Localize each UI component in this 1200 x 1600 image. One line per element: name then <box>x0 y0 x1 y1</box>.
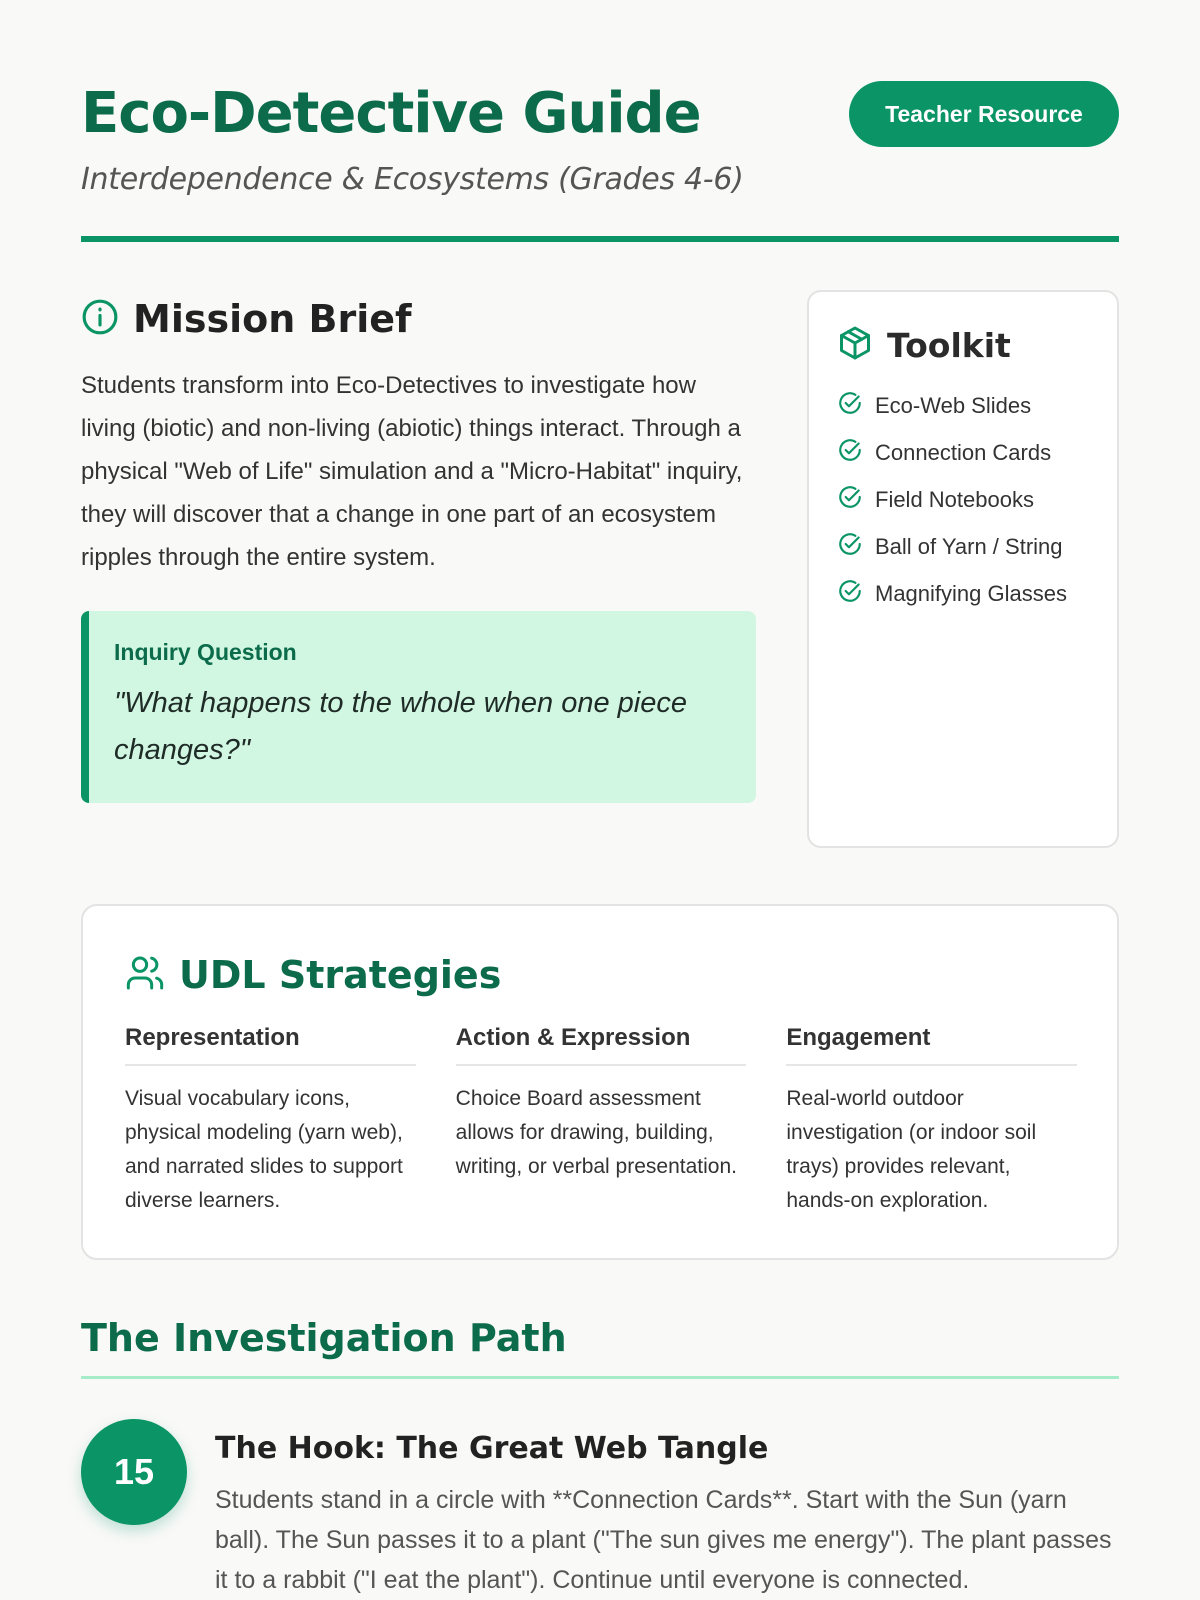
udl-heading-row <box>125 950 1077 1000</box>
page-title: Eco-Detective Guide <box>81 81 701 146</box>
udl-column-title: Action & Expression <box>456 1024 747 1066</box>
check-circle-icon <box>837 578 863 610</box>
toolkit-item-label: Eco-Web Slides <box>875 392 1032 418</box>
udl-column-title: Representation <box>125 1024 416 1066</box>
toolkit-item-label: Field Notebooks <box>875 486 1034 512</box>
toolkit-heading: Toolkit <box>887 325 1011 365</box>
udl-column-text: Visual vocabulary icons, physical modeling (yarn web), and narrated slides to support diverse learners. <box>125 1087 403 1212</box>
mission-body: Students transform into Eco-Detectives to investigate how living (biotic) and non-living (abiotic) things interact. Through a physical "Web of Life" simulation and a "Micro-Habitat" inquiry, they will discover that a change in one part of an ecosystem ripples through the entire system. <box>81 372 743 571</box>
investigation-path-heading: The Investigation Path <box>81 1316 1119 1379</box>
mission-heading-row <box>81 294 756 344</box>
toolkit-item-label: Ball of Yarn / String <box>875 533 1063 559</box>
inquiry-question: "What happens to the whole when one piece changes?" <box>114 687 687 766</box>
path-step <box>81 1419 1119 1600</box>
users-icon <box>125 953 165 998</box>
check-circle-icon <box>837 531 863 563</box>
step-number-badge: 15 <box>81 1419 187 1525</box>
toolkit-item <box>837 523 1117 570</box>
udl-column-action-expression <box>456 1024 747 1218</box>
udl-column-text: Real-world outdoor investigation (or indoor soil trays) provides relevant, hands-on exploration. <box>786 1087 1037 1212</box>
check-circle-icon <box>837 484 863 516</box>
info-icon <box>81 298 119 341</box>
udl-column-title: Engagement <box>786 1024 1077 1066</box>
toolkit-item-label: Connection Cards <box>875 439 1052 465</box>
step-body <box>215 1419 1119 1600</box>
toolkit-heading-row <box>837 322 1117 368</box>
step-text: Students stand in a circle with **Connection Cards**. Start with the Sun (yarn ball). The Sun passes it to a plant ("The sun gives me energy"). The plant passes it to a rabbit ("I eat the plant"). Continue until everyone is connected. <box>215 1486 1112 1594</box>
udl-column-representation <box>125 1024 416 1218</box>
check-circle-icon <box>837 437 863 469</box>
toolkit-item <box>837 476 1117 523</box>
udl-heading: UDL Strategies <box>179 953 502 997</box>
mission-brief <box>81 294 756 848</box>
udl-strategies-card <box>81 904 1119 1260</box>
step-title: The Hook: The Great Web Tangle <box>215 1431 769 1466</box>
page-header <box>81 0 1119 242</box>
check-circle-icon <box>837 390 863 422</box>
udl-column-engagement <box>786 1024 1077 1218</box>
inquiry-label: Inquiry Question <box>114 639 297 665</box>
teacher-resource-badge: Teacher Resource <box>849 81 1119 147</box>
udl-column-text: Choice Board assessment allows for drawing, building, writing, or verbal presentation. <box>455 1087 737 1178</box>
mission-row <box>81 294 1119 848</box>
toolkit-item-label: Magnifying Glasses <box>875 580 1067 606</box>
toolkit-item <box>837 570 1117 617</box>
package-icon <box>837 325 873 366</box>
toolkit-item <box>837 382 1117 429</box>
page-subtitle: Interdependence & Ecosystems (Grades 4-6) <box>81 162 744 197</box>
toolkit-item <box>837 429 1117 476</box>
udl-columns <box>125 1024 1077 1218</box>
toolkit-list <box>837 382 1117 617</box>
mission-heading: Mission Brief <box>133 297 412 341</box>
toolkit-card <box>807 290 1119 848</box>
inquiry-callout <box>81 611 756 803</box>
